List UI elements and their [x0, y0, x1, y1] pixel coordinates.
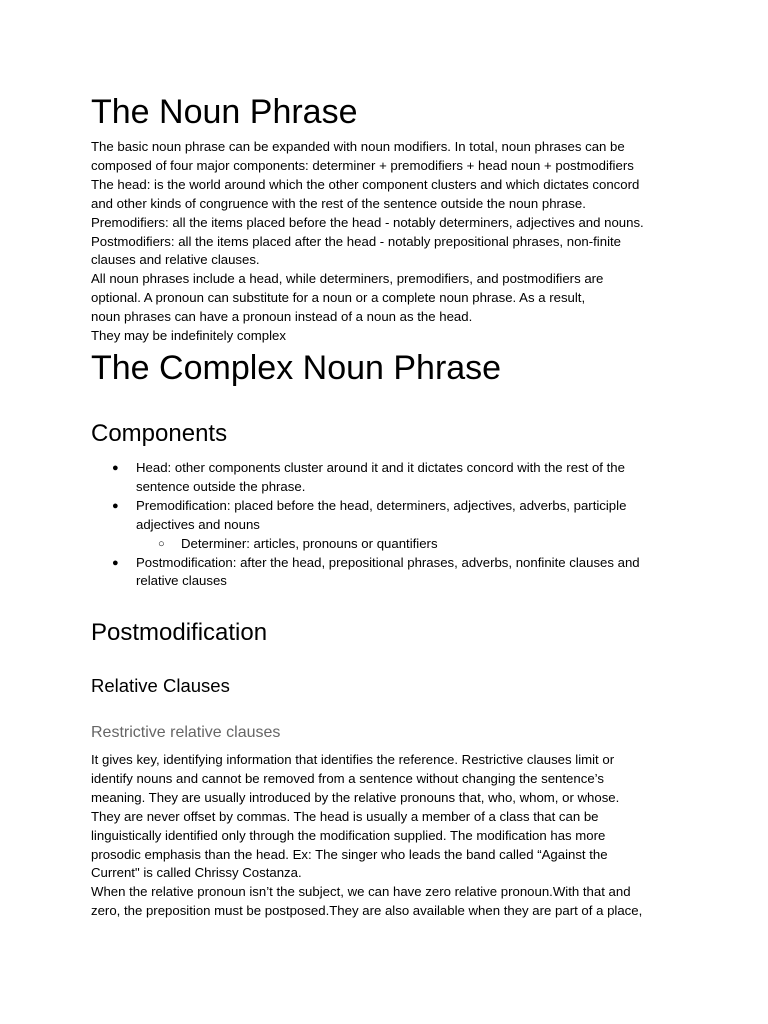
list-item-line: Head: other components cluster around it and it dictates concord with the rest of the	[136, 460, 625, 475]
paragraph-line: optional. A pronoun can substitute for a noun or a complete noun phrase. As a result,	[91, 290, 586, 306]
heading-restrictive-relative-clauses: Restrictive relative clauses	[91, 724, 281, 741]
paragraph-line: clauses and relative clauses.	[91, 252, 260, 268]
list-item-line: sentence outside the phrase.	[136, 478, 306, 494]
paragraph-line: Current" is called Chrissy Costanza.	[91, 865, 302, 881]
paragraph-line: Postmodifiers: all the items placed after the head - notably prepositional phrases, non-finite	[91, 233, 621, 249]
paragraph-line: The basic noun phrase can be expanded with noun modifiers. In total, noun phrases can be	[91, 139, 625, 154]
paragraph-line: They are never offset by commas. The head is usually a member of a class that can be	[91, 808, 599, 824]
title-complex-noun-phrase: The Complex Noun Phrase	[91, 349, 502, 387]
list-item-line: relative clauses	[136, 573, 227, 589]
paragraph-line: It gives key, identifying information that identifies the reference. Restrictive clauses limit or	[91, 752, 615, 767]
list-item-line: Postmodification: after the head, prepositional phrases, adverbs, nonfinite clauses and	[136, 554, 640, 570]
noun-phrase-paragraph	[91, 138, 644, 346]
paragraph-line: identify nouns and cannot be removed from a sentence without changing the sentence’s	[91, 770, 604, 786]
list-item-line: Premodification: placed before the head, determiners, adjectives, adverbs, participle	[136, 497, 627, 513]
paragraph-line: Premodifiers: all the items placed before the head - notably determiners, adjectives and nouns.	[91, 214, 644, 230]
paragraph-line: All noun phrases include a head, while determiners, premodifiers, and postmodifiers are	[91, 271, 604, 287]
heading-relative-clauses: Relative Clauses	[91, 675, 230, 696]
paragraph-line: composed of four major components: determiner + premodifiers + head noun + postmodifiers	[91, 157, 634, 173]
bullet-dot-icon: ●	[112, 462, 119, 474]
paragraph-line: meaning. They are usually introduced by the relative pronouns that, who, whom, or whose.	[91, 789, 620, 805]
sub-list-item	[91, 535, 640, 554]
paragraph-line: The head: is the world around which the other component clusters and which dictates concord	[91, 176, 640, 192]
heading-components: Components	[91, 420, 228, 447]
list-item	[91, 459, 640, 497]
list-item-line: adjectives and nouns	[136, 516, 260, 532]
components-list	[91, 459, 640, 591]
paragraph-line: linguistically identified only through the modification supplied. The modification has more	[91, 827, 606, 843]
restrictive-paragraph	[91, 751, 642, 921]
title-noun-phrase: The Noun Phrase	[91, 93, 358, 131]
bullet-circle-icon: ○	[158, 537, 165, 550]
paragraph-line: and other kinds of congruence with the rest of the sentence outside the noun phrase.	[91, 195, 586, 211]
paragraph-line: noun phrases can have a pronoun instead of a noun as the head.	[91, 309, 473, 325]
list-item	[91, 554, 640, 592]
bullet-dot-icon: ●	[112, 556, 119, 569]
bullet-dot-icon: ●	[112, 499, 119, 512]
list-item-line: Determiner: articles, pronouns or quantifiers	[181, 535, 438, 551]
heading-postmodification: Postmodification	[91, 619, 268, 646]
paragraph-line: prosodic emphasis than the head. Ex: The singer who leads the band called “Against the	[91, 846, 608, 862]
paragraph-line: zero, the preposition must be postposed.They are also available when they are part of a place,	[91, 903, 643, 919]
paragraph-line: They may be indefinitely complex	[91, 328, 286, 344]
list-item	[91, 497, 640, 535]
paragraph-line: When the relative pronoun isn’t the subject, we can have zero relative pronoun.With that and	[91, 884, 631, 900]
